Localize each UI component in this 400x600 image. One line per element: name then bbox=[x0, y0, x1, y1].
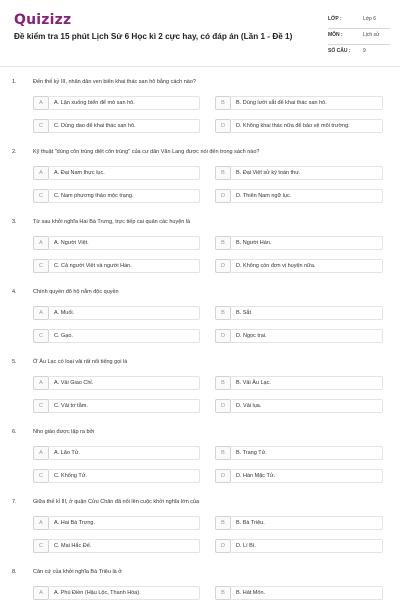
question-text: Chính quyền đô hộ nắm độc quyền bbox=[33, 289, 119, 295]
option-letter-box bbox=[33, 259, 49, 273]
meta-row-question-count bbox=[328, 45, 390, 61]
option-text: B. Vải Âu Lạc. bbox=[231, 376, 383, 390]
option-letter: A bbox=[39, 170, 43, 176]
question-number: 3. bbox=[12, 219, 17, 225]
option-letter: A bbox=[39, 380, 43, 386]
answer-option-c[interactable] bbox=[33, 539, 200, 553]
option-text: C. Khổng Tử. bbox=[49, 469, 200, 483]
question-7 bbox=[0, 499, 400, 569]
question-text: Giữa thế kỉ III, ở quận Cửu Chân đã nổi lên cuộc khởi nghĩa lớn của bbox=[33, 499, 200, 505]
answer-option-a[interactable] bbox=[33, 586, 200, 600]
option-letter-box bbox=[33, 399, 49, 413]
question-text: Kỹ thuật "dùng côn trùng diệt côn trùng" của cư dân Văn Lang được nói đến trong sách nào? bbox=[33, 149, 260, 155]
answer-option-d[interactable] bbox=[215, 189, 383, 203]
option-letter-box bbox=[33, 189, 49, 203]
question-text: Ở Âu Lạc có loại vải rất nổi tiếng gọi là bbox=[33, 359, 128, 365]
answer-option-c[interactable] bbox=[33, 259, 200, 273]
option-letter: D bbox=[221, 263, 225, 269]
option-letter: C bbox=[39, 543, 43, 549]
option-text: B. Đại Việt sử ký toàn thư. bbox=[231, 166, 383, 180]
option-text: D. Không còn đơn vị huyện nữa. bbox=[231, 259, 383, 273]
option-letter: D bbox=[221, 333, 225, 339]
meta-label: SỐ CÂU : bbox=[328, 48, 351, 54]
answer-option-b[interactable] bbox=[215, 166, 383, 180]
answer-option-d[interactable] bbox=[215, 469, 383, 483]
option-letter: A bbox=[39, 520, 43, 526]
answer-option-d[interactable] bbox=[215, 539, 383, 553]
option-letter-box bbox=[215, 539, 231, 553]
option-text: A. Đại Nam thực lục. bbox=[49, 166, 200, 180]
question-8 bbox=[0, 569, 400, 600]
question-number: 4. bbox=[12, 289, 17, 295]
option-letter: B bbox=[221, 380, 225, 386]
option-letter: D bbox=[221, 403, 225, 409]
option-letter: A bbox=[39, 310, 43, 316]
option-text: B. Hát Môn. bbox=[231, 586, 383, 600]
option-letter-box bbox=[215, 119, 231, 133]
option-letter: C bbox=[39, 263, 43, 269]
option-text: C. Vải tơ tằm. bbox=[49, 399, 200, 413]
option-letter-box bbox=[33, 96, 49, 110]
question-text: Từ sau khởi nghĩa Hai Bà Trưng, trực tiếp cai quản các huyện là bbox=[33, 219, 191, 225]
option-text: A. Người Việt. bbox=[49, 236, 200, 250]
answer-option-c[interactable] bbox=[33, 329, 200, 343]
meta-row-subject bbox=[328, 29, 390, 45]
option-text: A. Lão Tử. bbox=[49, 446, 200, 460]
header-divider bbox=[0, 66, 400, 67]
option-letter: B bbox=[221, 450, 225, 456]
option-letter: A bbox=[39, 240, 43, 246]
option-letter-box bbox=[33, 236, 49, 250]
option-letter-box bbox=[33, 539, 49, 553]
answer-option-b[interactable] bbox=[215, 376, 383, 390]
answer-option-b[interactable] bbox=[215, 306, 383, 320]
option-letter-box bbox=[215, 189, 231, 203]
option-letter-box bbox=[33, 469, 49, 483]
meta-label: MÔN : bbox=[328, 32, 343, 38]
answer-option-d[interactable] bbox=[215, 329, 383, 343]
question-number: 6. bbox=[12, 429, 17, 435]
answer-option-c[interactable] bbox=[33, 119, 200, 133]
option-letter-box bbox=[33, 329, 49, 343]
worksheet-meta bbox=[328, 13, 390, 61]
question-number: 8. bbox=[12, 569, 17, 575]
option-text: D. Vải lụa. bbox=[231, 399, 383, 413]
option-text: B. Dùng lưới sắt để khai thác san hô. bbox=[231, 96, 383, 110]
option-text: A. Vải Giao Chỉ. bbox=[49, 376, 200, 390]
option-letter-box bbox=[215, 376, 231, 390]
option-letter: B bbox=[221, 240, 225, 246]
question-4 bbox=[0, 289, 400, 359]
answer-option-b[interactable] bbox=[215, 446, 383, 460]
worksheet-title: Đề kiểm tra 15 phút Lịch Sử 6 Học kì 2 cực hay, có đáp án (Lần 1 - Đề 1) bbox=[14, 32, 293, 41]
option-letter: B bbox=[221, 100, 225, 106]
answer-option-a[interactable] bbox=[33, 306, 200, 320]
question-1 bbox=[0, 79, 400, 149]
answer-option-a[interactable] bbox=[33, 446, 200, 460]
option-text: D. Không khai thác nữa để bảo vệ môi trường. bbox=[231, 119, 383, 133]
option-letter: B bbox=[221, 310, 225, 316]
answer-option-a[interactable] bbox=[33, 376, 200, 390]
option-letter: A bbox=[39, 100, 43, 106]
option-letter-box bbox=[33, 166, 49, 180]
option-letter-box bbox=[33, 376, 49, 390]
option-text: A. Hai Bà Trưng. bbox=[49, 516, 200, 530]
option-letter-box bbox=[215, 399, 231, 413]
answer-option-b[interactable] bbox=[215, 586, 383, 600]
option-text: C. Dùng dao để khai thác san hô. bbox=[49, 119, 200, 133]
question-number: 1. bbox=[12, 79, 17, 85]
option-letter-box bbox=[33, 586, 49, 600]
answer-option-d[interactable] bbox=[215, 259, 383, 273]
quizizz-logo: Quizizz bbox=[14, 12, 72, 28]
option-text: C. Gạo. bbox=[49, 329, 200, 343]
option-letter: C bbox=[39, 193, 43, 199]
answer-option-c[interactable] bbox=[33, 399, 200, 413]
option-text: B. Trang Tử. bbox=[231, 446, 383, 460]
question-number: 7. bbox=[12, 499, 17, 505]
answer-option-d[interactable] bbox=[215, 399, 383, 413]
option-text: D. Lí Bí. bbox=[231, 539, 383, 553]
option-letter: A bbox=[39, 450, 43, 456]
option-text: B. Người Hán. bbox=[231, 236, 383, 250]
meta-value: Lớp 6 bbox=[363, 16, 377, 22]
option-letter: C bbox=[39, 473, 43, 479]
answer-option-b[interactable] bbox=[215, 96, 383, 110]
question-text: Căn cứ của khởi nghĩa Bà Triệu là ở bbox=[33, 569, 122, 575]
option-text: D. Ngọc trai. bbox=[231, 329, 383, 343]
answer-option-a[interactable] bbox=[33, 516, 200, 530]
meta-label: LỚP : bbox=[328, 16, 342, 22]
question-2 bbox=[0, 149, 400, 219]
option-letter-box bbox=[33, 516, 49, 530]
meta-row-class bbox=[328, 13, 390, 29]
option-letter-box bbox=[215, 96, 231, 110]
answer-option-b[interactable] bbox=[215, 516, 383, 530]
option-letter: D bbox=[221, 123, 225, 129]
option-letter-box bbox=[215, 236, 231, 250]
question-text: Đến thế kỷ III, nhân dân ven biển khai thác san hô bằng cách nào? bbox=[33, 79, 196, 85]
answer-option-a[interactable] bbox=[33, 166, 200, 180]
question-5 bbox=[0, 359, 400, 429]
option-text: A. Muối. bbox=[49, 306, 200, 320]
option-letter-box bbox=[33, 306, 49, 320]
option-letter-box bbox=[215, 306, 231, 320]
option-text: B. Sắt bbox=[231, 306, 383, 320]
option-letter: A bbox=[39, 590, 43, 596]
option-letter: B bbox=[221, 170, 225, 176]
option-letter-box bbox=[33, 119, 49, 133]
option-letter: D bbox=[221, 473, 225, 479]
option-text: D. Thiên Nam ngữ lục. bbox=[231, 189, 383, 203]
option-letter-box bbox=[215, 516, 231, 530]
option-letter: B bbox=[221, 520, 225, 526]
option-letter-box bbox=[215, 469, 231, 483]
answer-option-d[interactable] bbox=[215, 119, 383, 133]
option-text: B. Bà Triệu. bbox=[231, 516, 383, 530]
meta-value: 9 bbox=[363, 48, 366, 54]
option-text: C. Mai Hắc Đế. bbox=[49, 539, 200, 553]
answer-option-b[interactable] bbox=[215, 236, 383, 250]
option-text: C. Cả người Việt và người Hán. bbox=[49, 259, 200, 273]
option-letter-box bbox=[215, 446, 231, 460]
option-text: C. Nam phương thảo mộc trạng. bbox=[49, 189, 200, 203]
option-text: A. Lặn xuống biển để mò san hô. bbox=[49, 96, 200, 110]
option-letter: B bbox=[221, 590, 225, 596]
question-number: 5. bbox=[12, 359, 17, 365]
answer-option-c[interactable] bbox=[33, 469, 200, 483]
worksheet-header bbox=[0, 0, 400, 64]
answer-option-a[interactable] bbox=[33, 96, 200, 110]
option-letter-box bbox=[215, 166, 231, 180]
option-text: D. Hàn Mặc Tử. bbox=[231, 469, 383, 483]
option-letter-box bbox=[215, 329, 231, 343]
question-number: 2. bbox=[12, 149, 17, 155]
option-letter: C bbox=[39, 333, 43, 339]
option-letter-box bbox=[33, 446, 49, 460]
question-3 bbox=[0, 219, 400, 289]
question-text: Nho giáo được lập ra bởi bbox=[33, 429, 95, 435]
option-text: A. Phú Điền (Hậu Lộc, Thanh Hóa). bbox=[49, 586, 200, 600]
option-letter: C bbox=[39, 123, 43, 129]
answer-option-c[interactable] bbox=[33, 189, 200, 203]
option-letter: D bbox=[221, 543, 225, 549]
meta-value: Lịch sử bbox=[363, 32, 380, 38]
answer-option-a[interactable] bbox=[33, 236, 200, 250]
question-6 bbox=[0, 429, 400, 499]
option-letter: D bbox=[221, 193, 225, 199]
option-letter-box bbox=[215, 259, 231, 273]
option-letter: C bbox=[39, 403, 43, 409]
option-letter-box bbox=[215, 586, 231, 600]
